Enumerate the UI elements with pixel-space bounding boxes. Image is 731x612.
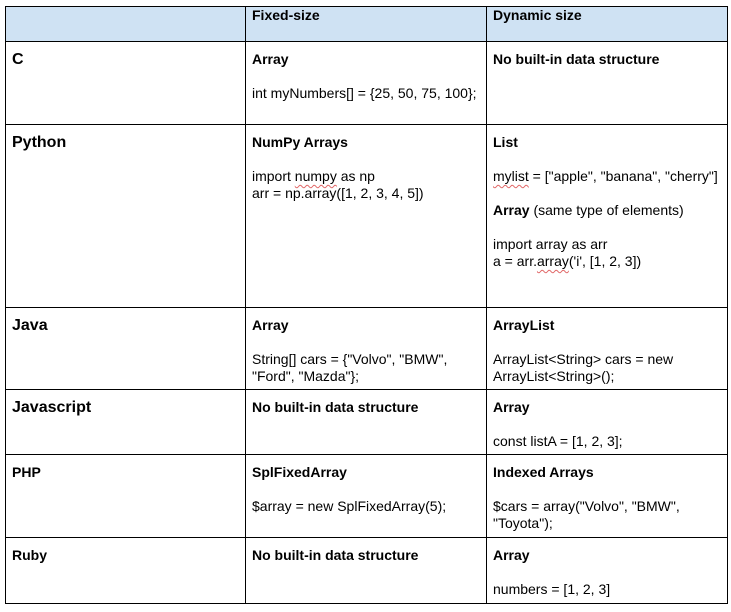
dynamic-size-cell — [487, 308, 728, 390]
structure-title: Indexed Arrays — [493, 464, 594, 480]
code-snippet: const listA = [1, 2, 3]; — [493, 433, 623, 449]
table-row — [6, 308, 728, 390]
language-name: C — [12, 51, 24, 68]
structure-title: No built-in data structure — [252, 399, 419, 415]
table-row — [6, 125, 728, 308]
language-name: Python — [12, 134, 67, 151]
dynamic-size-cell — [487, 125, 728, 308]
language-cell — [6, 455, 246, 538]
structure-title: List — [493, 134, 518, 150]
table-row — [6, 42, 728, 125]
code-snippet: $array = new SplFixedArray(5); — [252, 498, 447, 514]
comparison-table — [5, 6, 728, 604]
spellcheck-word: mylist — [493, 168, 529, 184]
language-name: Ruby — [12, 547, 47, 563]
structure-title: Array — [252, 51, 289, 67]
spellcheck-word: numpy — [294, 168, 337, 184]
structure-title: Array — [493, 399, 530, 415]
code-snippet: ArrayList<String> cars = new ArrayList<String>(); — [493, 351, 677, 384]
structure-title: SplFixedArray — [252, 464, 347, 480]
code-line: a = arr.array('i', [1, 2, 3]) — [493, 253, 642, 269]
code-line: arr = np.array([1, 2, 3, 4, 5]) — [252, 185, 424, 201]
dynamic-size-cell — [487, 538, 728, 604]
code-line: import array as arr — [493, 236, 608, 252]
code-snippet: $cars = array("Volvo", "BMW", "Toyota"); — [493, 498, 684, 531]
fixed-size-cell — [246, 125, 487, 308]
code-snippet: int myNumbers[] = {25, 50, 75, 100}; — [252, 85, 477, 101]
fixed-size-cell — [246, 308, 487, 390]
header-row — [6, 7, 728, 42]
language-cell — [6, 308, 246, 390]
structure-title: NumPy Arrays — [252, 134, 348, 150]
dynamic-size-cell — [487, 455, 728, 538]
header-dynamic-size: Dynamic size — [487, 7, 728, 42]
table-row — [6, 390, 728, 455]
structure-title: No built-in data structure — [493, 51, 660, 67]
language-name: Java — [12, 317, 48, 334]
table-row — [6, 538, 728, 604]
language-cell — [6, 42, 246, 125]
language-cell — [6, 125, 246, 308]
structure-title-secondary: Array (same type of elements) — [493, 202, 684, 218]
fixed-size-cell — [246, 42, 487, 125]
code-snippet: String[] cars = {"Volvo", "BMW", "Ford", "Mazda"}; — [252, 351, 452, 384]
structure-title: Array — [493, 547, 530, 563]
dynamic-size-cell — [487, 390, 728, 455]
language-name: PHP — [12, 464, 41, 480]
dynamic-size-cell — [487, 42, 728, 125]
structure-title: No built-in data structure — [252, 547, 419, 563]
code-line: mylist = ["apple", "banana", "cherry"] — [493, 168, 718, 184]
structure-title: Array — [252, 317, 289, 333]
fixed-size-cell — [246, 390, 487, 455]
language-cell — [6, 538, 246, 604]
fixed-size-cell — [246, 538, 487, 604]
fixed-size-cell — [246, 455, 487, 538]
header-language — [6, 7, 246, 42]
code-snippet: numbers = [1, 2, 3] — [493, 581, 611, 597]
language-cell — [6, 390, 246, 455]
table-row — [6, 455, 728, 538]
header-fixed-size: Fixed-size — [246, 7, 487, 42]
code-line: import numpy as np — [252, 168, 375, 184]
spellcheck-word: array — [536, 253, 569, 269]
language-name: Javascript — [12, 399, 92, 416]
structure-title: ArrayList — [493, 317, 555, 333]
